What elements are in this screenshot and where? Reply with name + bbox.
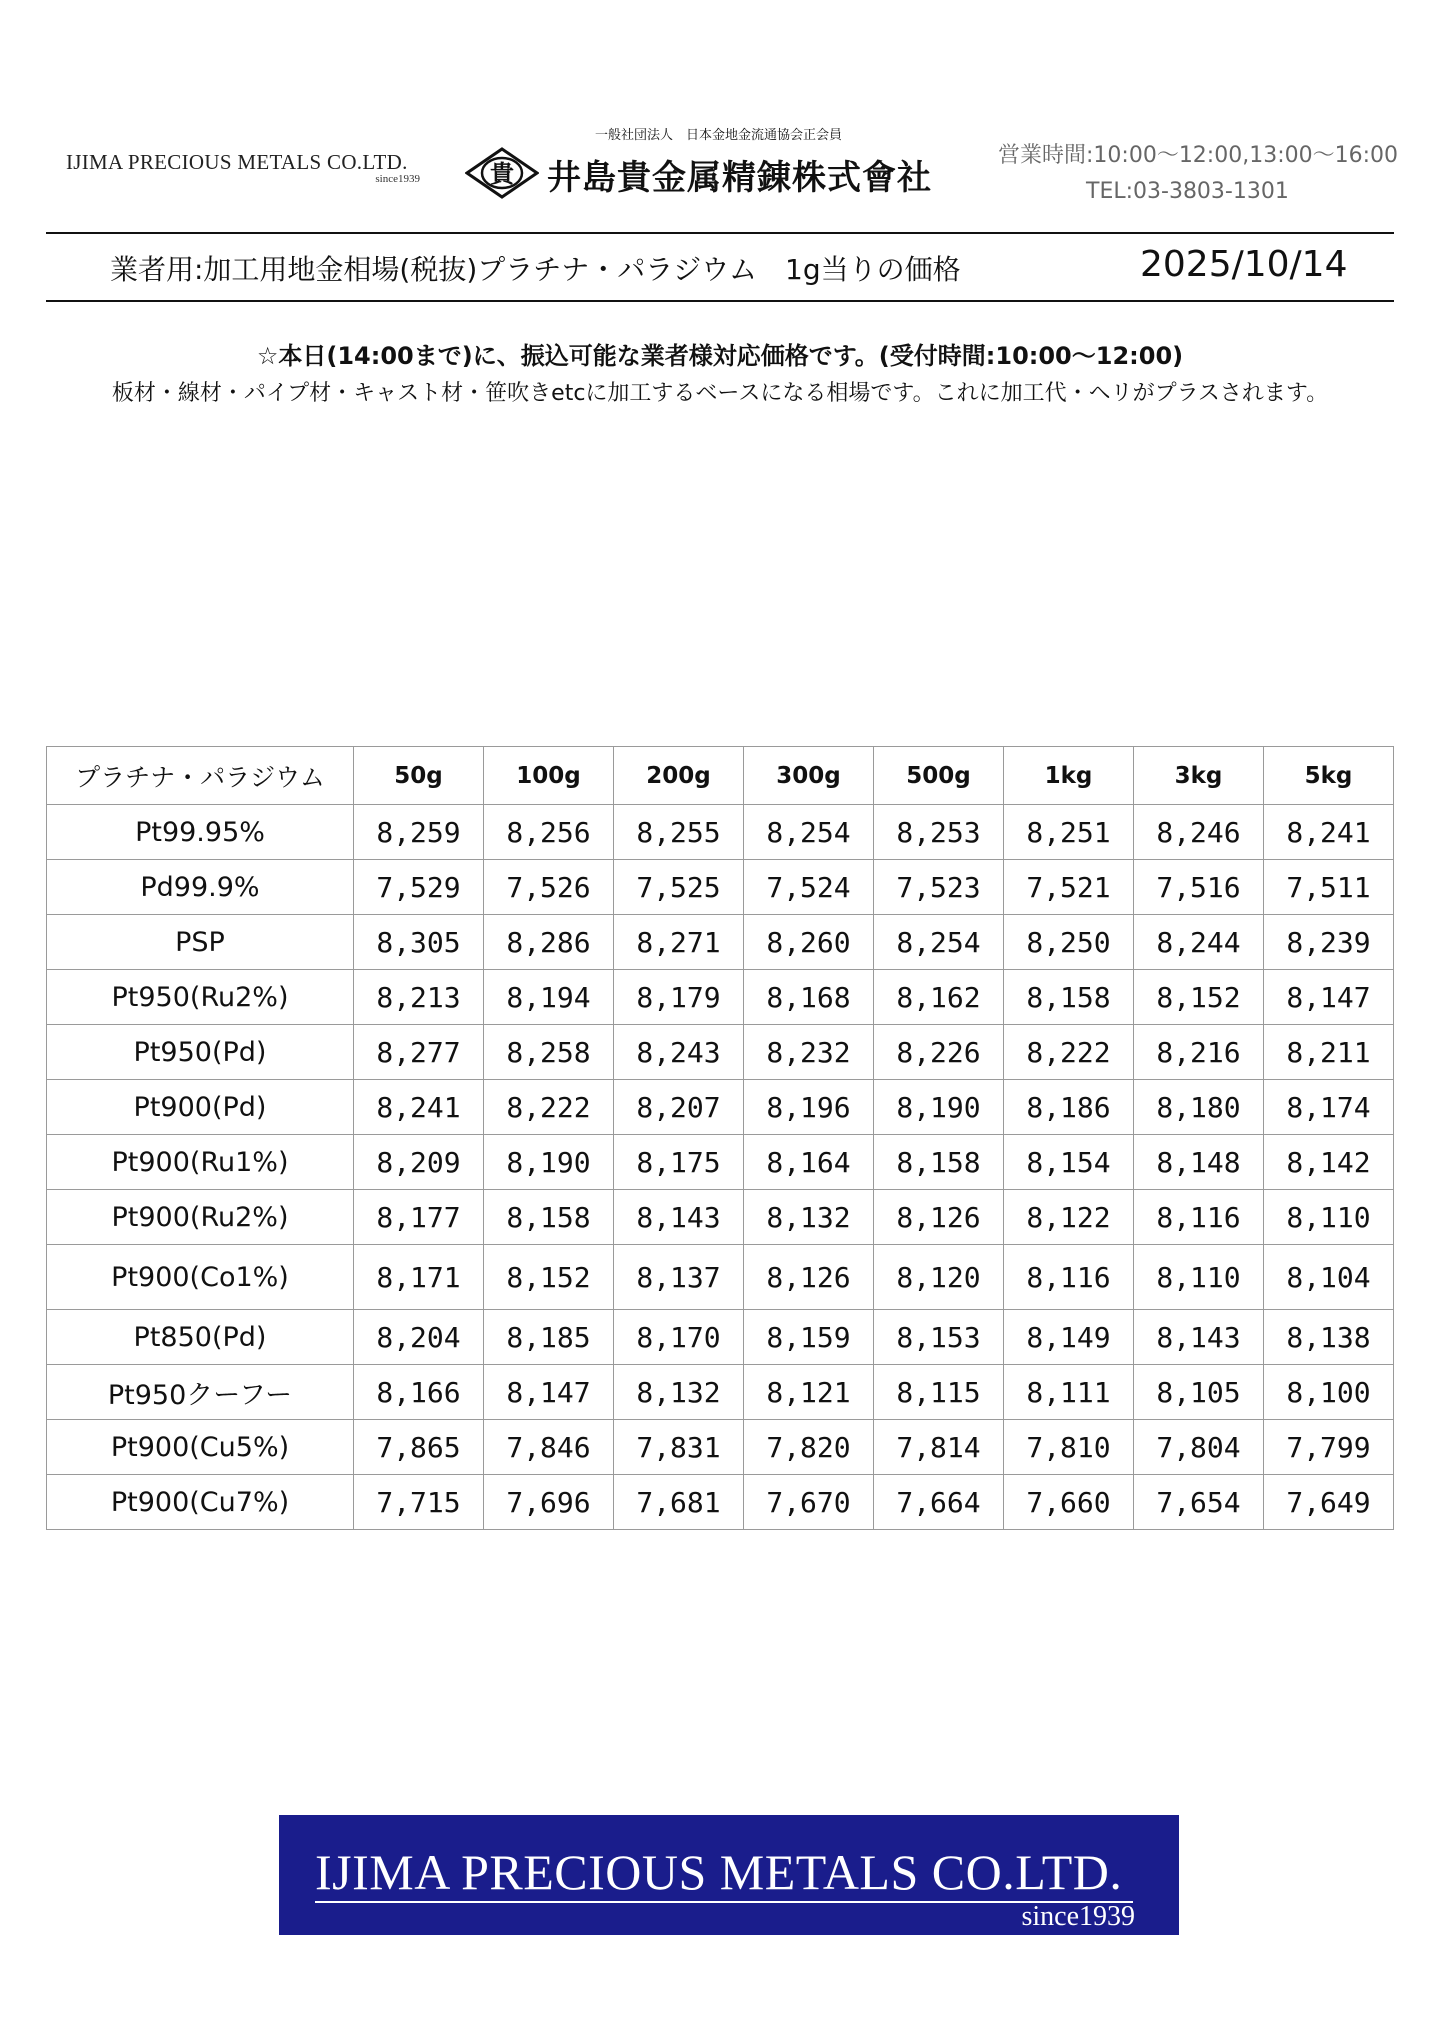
table-row — [47, 860, 1394, 915]
header-500g: 500g — [874, 747, 1004, 805]
price-cell: 8,162 — [874, 970, 1004, 1025]
price-cell: 8,126 — [874, 1190, 1004, 1245]
header-50g: 50g — [354, 747, 484, 805]
metal-name-cell: Pt900(Ru1%) — [47, 1135, 354, 1190]
price-cell: 8,185 — [484, 1310, 614, 1365]
header-200g: 200g — [614, 747, 744, 805]
metal-name-cell: Pt900(Cu7%) — [47, 1475, 354, 1530]
price-cell: 7,670 — [744, 1475, 874, 1530]
price-cell: 8,222 — [484, 1080, 614, 1135]
price-table — [46, 746, 1394, 1530]
price-cell: 8,171 — [354, 1245, 484, 1310]
price-cell: 8,137 — [614, 1245, 744, 1310]
table-row — [47, 970, 1394, 1025]
price-cell: 8,174 — [1264, 1080, 1394, 1135]
price-cell: 7,516 — [1134, 860, 1264, 915]
price-cell: 8,226 — [874, 1025, 1004, 1080]
divider-top — [46, 232, 1394, 234]
price-cell: 8,110 — [1264, 1190, 1394, 1245]
header-3kg: 3kg — [1134, 747, 1264, 805]
price-cell: 8,190 — [484, 1135, 614, 1190]
table-row — [47, 1025, 1394, 1080]
price-cell: 8,180 — [1134, 1080, 1264, 1135]
price-cell: 8,104 — [1264, 1245, 1394, 1310]
header-100g: 100g — [484, 747, 614, 805]
metal-name-cell: Pt900(Cu5%) — [47, 1420, 354, 1475]
price-cell: 7,865 — [354, 1420, 484, 1475]
price-cell: 8,132 — [744, 1190, 874, 1245]
price-cell: 8,122 — [1004, 1190, 1134, 1245]
price-cell: 7,810 — [1004, 1420, 1134, 1475]
price-cell: 8,152 — [484, 1245, 614, 1310]
header-5kg: 5kg — [1264, 747, 1394, 805]
price-cell: 8,158 — [1004, 970, 1134, 1025]
footer-banner — [279, 1815, 1179, 1935]
price-cell: 8,121 — [744, 1365, 874, 1420]
table-row — [47, 1135, 1394, 1190]
header-1kg: 1kg — [1004, 747, 1134, 805]
banner-company-name: IJIMA PRECIOUS METALS CO.LTD. — [315, 1844, 1123, 1900]
price-cell: 8,116 — [1134, 1190, 1264, 1245]
price-cell: 8,259 — [354, 805, 484, 860]
price-cell: 8,209 — [354, 1135, 484, 1190]
price-cell: 8,158 — [484, 1190, 614, 1245]
price-cell: 8,207 — [614, 1080, 744, 1135]
price-cell: 8,258 — [484, 1025, 614, 1080]
price-cell: 8,175 — [614, 1135, 744, 1190]
price-cell: 8,254 — [874, 915, 1004, 970]
price-cell: 8,194 — [484, 970, 614, 1025]
metal-name-cell: Pt950(Ru2%) — [47, 970, 354, 1025]
metal-name-cell: Pt950クーフー — [47, 1365, 354, 1420]
table-row — [47, 1310, 1394, 1365]
price-cell: 7,660 — [1004, 1475, 1134, 1530]
metal-name-cell: Pt900(Co1%) — [47, 1245, 354, 1310]
banner-underline — [315, 1901, 1133, 1903]
price-cell: 8,143 — [614, 1190, 744, 1245]
price-cell: 7,649 — [1264, 1475, 1394, 1530]
table-row — [47, 1475, 1394, 1530]
price-cell: 7,511 — [1264, 860, 1394, 915]
price-cell: 8,186 — [1004, 1080, 1134, 1135]
price-cell: 8,138 — [1264, 1310, 1394, 1365]
price-cell: 8,132 — [614, 1365, 744, 1420]
price-cell: 8,149 — [1004, 1310, 1134, 1365]
price-cell: 8,254 — [744, 805, 874, 860]
table-row — [47, 915, 1394, 970]
header-300g: 300g — [744, 747, 874, 805]
price-cell: 8,126 — [744, 1245, 874, 1310]
price-cell: 8,243 — [614, 1025, 744, 1080]
price-cell: 8,164 — [744, 1135, 874, 1190]
price-cell: 8,222 — [1004, 1025, 1134, 1080]
notice-headline: ☆本日(14:00まで)に、振込可能な業者様対応価格です。(受付時間:10:00〜12:00) — [256, 342, 1184, 370]
price-cell: 8,196 — [744, 1080, 874, 1135]
price-cell: 8,246 — [1134, 805, 1264, 860]
page-title: 業者用:加工用地金相場(税抜)プラチナ・パラジウム 1g当りの価格 — [110, 253, 961, 286]
price-cell: 8,158 — [874, 1135, 1004, 1190]
price-cell: 7,664 — [874, 1475, 1004, 1530]
price-cell: 7,681 — [614, 1475, 744, 1530]
price-cell: 8,120 — [874, 1245, 1004, 1310]
price-cell: 8,179 — [614, 970, 744, 1025]
table-row — [47, 805, 1394, 860]
price-cell: 7,654 — [1134, 1475, 1264, 1530]
price-cell: 7,814 — [874, 1420, 1004, 1475]
price-cell: 7,529 — [354, 860, 484, 915]
metal-name-cell: Pt950(Pd) — [47, 1025, 354, 1080]
price-cell: 8,168 — [744, 970, 874, 1025]
price-cell: 7,526 — [484, 860, 614, 915]
table-row — [47, 1245, 1394, 1310]
price-cell: 8,271 — [614, 915, 744, 970]
price-cell: 8,170 — [614, 1310, 744, 1365]
price-cell: 8,105 — [1134, 1365, 1264, 1420]
price-cell: 8,251 — [1004, 805, 1134, 860]
price-cell: 8,253 — [874, 805, 1004, 860]
price-cell: 8,232 — [744, 1025, 874, 1080]
price-cell: 8,255 — [614, 805, 744, 860]
header-metal: プラチナ・パラジウム — [47, 747, 354, 805]
price-cell: 8,239 — [1264, 915, 1394, 970]
price-cell: 8,260 — [744, 915, 874, 970]
price-cell: 7,696 — [484, 1475, 614, 1530]
price-cell: 7,524 — [744, 860, 874, 915]
price-cell: 8,277 — [354, 1025, 484, 1080]
price-cell: 8,153 — [874, 1310, 1004, 1365]
table-row — [47, 1365, 1394, 1420]
contact-info — [998, 138, 1398, 204]
divider-bottom — [46, 300, 1394, 302]
price-cell: 7,846 — [484, 1420, 614, 1475]
price-cell: 8,111 — [1004, 1365, 1134, 1420]
price-cell: 8,244 — [1134, 915, 1264, 970]
price-cell: 8,250 — [1004, 915, 1134, 970]
price-cell: 8,166 — [354, 1365, 484, 1420]
price-cell: 8,154 — [1004, 1135, 1134, 1190]
price-cell: 8,115 — [874, 1365, 1004, 1420]
metal-name-cell: Pt900(Pd) — [47, 1080, 354, 1135]
price-date: 2025/10/14 — [1140, 244, 1348, 285]
notice-description: 板材・線材・パイプ材・キャスト材・笹吹きetcに加工するベースになる相場です。これに加工代・ヘリがプラスされます。 — [111, 381, 1329, 406]
price-cell: 8,305 — [354, 915, 484, 970]
price-cell: 7,804 — [1134, 1420, 1264, 1475]
table-row — [47, 1420, 1394, 1475]
price-cell: 7,715 — [354, 1475, 484, 1530]
price-cell: 8,142 — [1264, 1135, 1394, 1190]
price-cell: 7,831 — [614, 1420, 744, 1475]
company-name-jp: 井島貴金属精錬株式會社 — [547, 158, 932, 198]
metal-name-cell: Pt850(Pd) — [47, 1310, 354, 1365]
price-cell: 8,213 — [354, 970, 484, 1025]
price-cell: 8,110 — [1134, 1245, 1264, 1310]
business-hours: 営業時間:10:00〜12:00,13:00〜16:00 — [998, 143, 1398, 168]
seal-text: 貴 — [490, 160, 514, 188]
price-cell: 8,241 — [1264, 805, 1394, 860]
price-cell: 8,204 — [354, 1310, 484, 1365]
price-cell: 8,216 — [1134, 1025, 1264, 1080]
banner-since: since1939 — [1021, 1901, 1135, 1932]
price-cell: 7,799 — [1264, 1420, 1394, 1475]
company-name-en: IJIMA PRECIOUS METALS CO.LTD. — [66, 150, 408, 174]
price-cell: 8,147 — [1264, 970, 1394, 1025]
metal-name-cell: Pt900(Ru2%) — [47, 1190, 354, 1245]
table-row — [47, 1190, 1394, 1245]
price-cell: 8,177 — [354, 1190, 484, 1245]
price-cell: 8,148 — [1134, 1135, 1264, 1190]
title-bar — [46, 236, 1394, 298]
price-cell: 7,820 — [744, 1420, 874, 1475]
price-cell: 8,100 — [1264, 1365, 1394, 1420]
price-cell: 8,143 — [1134, 1310, 1264, 1365]
metal-name-cell: Pt99.95% — [47, 805, 354, 860]
since-label: since1939 — [375, 173, 420, 185]
price-cell: 7,523 — [874, 860, 1004, 915]
price-cell: 7,521 — [1004, 860, 1134, 915]
metal-name-cell: Pd99.9% — [47, 860, 354, 915]
metal-name-cell: PSP — [47, 915, 354, 970]
price-cell: 8,286 — [484, 915, 614, 970]
company-logo-en — [66, 150, 426, 185]
association-label: 一般社団法人 日本金地金流通協会正会員 — [595, 128, 843, 143]
price-cell: 8,241 — [354, 1080, 484, 1135]
phone-number: TEL:03-3803-1301 — [1086, 179, 1289, 204]
company-seal-icon — [465, 146, 539, 200]
price-cell: 8,211 — [1264, 1025, 1394, 1080]
table-row — [47, 1080, 1394, 1135]
price-cell: 8,116 — [1004, 1245, 1134, 1310]
price-cell: 8,256 — [484, 805, 614, 860]
table-header-row — [47, 747, 1394, 805]
price-cell: 8,147 — [484, 1365, 614, 1420]
price-cell: 8,159 — [744, 1310, 874, 1365]
price-cell: 8,190 — [874, 1080, 1004, 1135]
price-cell: 8,152 — [1134, 970, 1264, 1025]
price-cell: 7,525 — [614, 860, 744, 915]
